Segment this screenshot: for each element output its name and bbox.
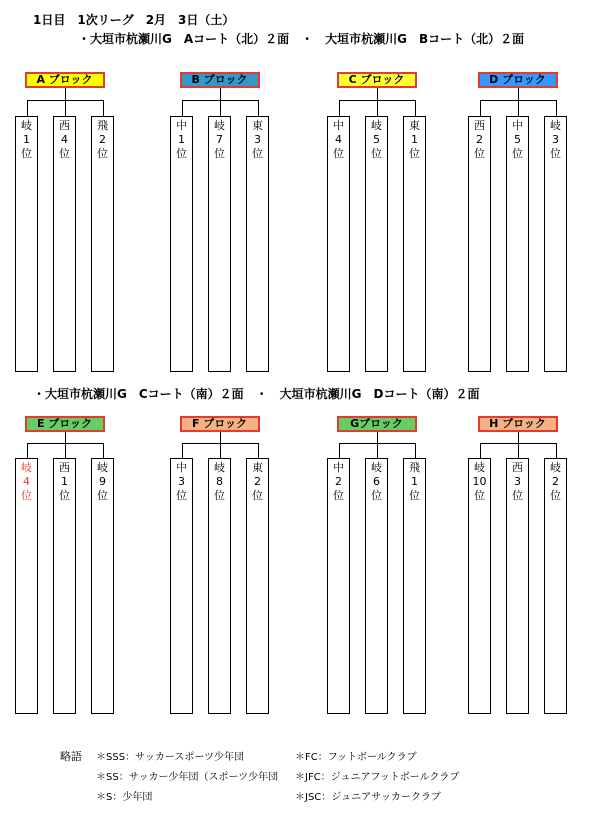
legend-heading: 略語 <box>60 750 82 763</box>
team-rank-char: 位 <box>176 489 187 502</box>
team-rank-char: 位 <box>474 489 485 502</box>
team-rank-char: 位 <box>214 489 225 502</box>
team-rank-char: 2 <box>476 133 483 146</box>
block-label-d: D ブロック <box>478 72 558 88</box>
venue-heading-top: ・大垣市杭瀬川G Aコート（北）２面 ・ 大垣市杭瀬川G Bコート（北）２面 <box>78 32 525 46</box>
bracket-drop <box>518 443 519 458</box>
team-rank-char: 東 <box>252 119 263 132</box>
team-rank-char: 位 <box>512 489 523 502</box>
team-rank-char: 位 <box>252 489 263 502</box>
team-rank-char: 西 <box>512 461 523 474</box>
team-slot <box>170 116 193 372</box>
bracket-drop <box>556 443 557 458</box>
team-slot <box>53 116 76 372</box>
team-rank-char: 位 <box>474 147 485 160</box>
team-slot <box>365 458 388 714</box>
team-rank-char: 位 <box>371 489 382 502</box>
team-slot <box>544 458 567 714</box>
team-rank-char: 7 <box>216 133 223 146</box>
page-title: 1日目 1次リーグ 2月 3日（土） <box>33 13 235 27</box>
team-rank-char: 1 <box>178 133 185 146</box>
team-rank-char: 中 <box>333 461 344 474</box>
team-rank-char: 飛 <box>97 119 108 132</box>
team-slot <box>403 458 426 714</box>
team-rank-char: 岐 <box>21 461 32 474</box>
team-rank-char: 3 <box>514 475 521 488</box>
team-rank-char: 中 <box>512 119 523 132</box>
team-rank-char: 2 <box>254 475 261 488</box>
team-rank-char: 岐 <box>371 461 382 474</box>
team-slot <box>468 458 491 714</box>
team-rank-char: 位 <box>214 147 225 160</box>
bracket-drop <box>258 100 259 116</box>
team-slot <box>15 458 38 714</box>
bracket-drop <box>377 443 378 458</box>
team-rank-char: 1 <box>61 475 68 488</box>
bracket-drop <box>220 100 221 116</box>
block-label-h: H ブロック <box>478 416 558 432</box>
legend-fc: ＊FC：フットボールクラブ <box>295 752 417 763</box>
team-rank-char: 位 <box>252 147 263 160</box>
bracket-drop <box>182 443 183 458</box>
team-rank-char: 位 <box>333 489 344 502</box>
team-rank-char: 岐 <box>21 119 32 132</box>
team-slot <box>327 116 350 372</box>
team-rank-char: 位 <box>59 489 70 502</box>
bracket-drop <box>27 100 28 116</box>
team-rank-char: 岐 <box>97 461 108 474</box>
bracket-stem <box>65 432 66 443</box>
team-rank-char: 岐 <box>474 461 485 474</box>
team-rank-char: 4 <box>335 133 342 146</box>
bracket-drop <box>103 443 104 458</box>
team-rank-char: 3 <box>254 133 261 146</box>
team-rank-char: 岐 <box>550 119 561 132</box>
venue-heading-bottom: ・大垣市杭瀬川G Cコート（南）２面 ・ 大垣市杭瀬川G Dコート（南）２面 <box>33 387 480 401</box>
team-slot <box>208 458 231 714</box>
team-slot <box>208 116 231 372</box>
team-slot <box>53 458 76 714</box>
bracket-drop <box>339 443 340 458</box>
team-rank-char: 8 <box>216 475 223 488</box>
bracket-drop <box>103 100 104 116</box>
team-rank-char: 飛 <box>409 461 420 474</box>
block-label-f: F ブロック <box>180 416 260 432</box>
bracket-drop <box>220 443 221 458</box>
bracket-stem <box>65 88 66 100</box>
bracket-drop <box>480 443 481 458</box>
bracket-drop <box>415 100 416 116</box>
team-rank-char: 中 <box>333 119 344 132</box>
team-rank-char: 位 <box>21 147 32 160</box>
team-rank-char: 5 <box>373 133 380 146</box>
team-rank-char: 10 <box>472 475 487 488</box>
team-rank-char: 1 <box>411 133 418 146</box>
team-rank-char: 1 <box>23 133 30 146</box>
legend-jfc: ＊JFC：ジュニアフットボールクラブ <box>295 772 460 783</box>
team-rank-char: 西 <box>474 119 485 132</box>
team-rank-char: 3 <box>552 133 559 146</box>
team-rank-char: 位 <box>550 147 561 160</box>
bracket-stem <box>377 88 378 100</box>
team-slot <box>246 116 269 372</box>
team-rank-char: 位 <box>409 489 420 502</box>
team-rank-char: 岐 <box>214 461 225 474</box>
block-label-g: Gブロック <box>337 416 417 432</box>
team-rank-char: 4 <box>61 133 68 146</box>
team-rank-char: 中 <box>176 119 187 132</box>
bracket-drop <box>258 443 259 458</box>
block-label-e: E ブロック <box>25 416 105 432</box>
team-slot <box>403 116 426 372</box>
legend-sss: ＊SSS：サッカースポーツ少年団 <box>96 752 244 763</box>
team-rank-char: 西 <box>59 461 70 474</box>
legend-s: ＊S：少年団 <box>96 792 153 803</box>
team-rank-char: 東 <box>252 461 263 474</box>
team-rank-char: 2 <box>335 475 342 488</box>
bracket-drop <box>65 100 66 116</box>
team-rank-char: 岐 <box>214 119 225 132</box>
bracket-stem <box>220 88 221 100</box>
team-slot <box>506 116 529 372</box>
bracket-drop <box>182 100 183 116</box>
team-rank-char: 位 <box>333 147 344 160</box>
team-rank-char: 4 <box>23 475 30 488</box>
bracket-drop <box>415 443 416 458</box>
team-rank-char: 位 <box>97 147 108 160</box>
team-rank-char: 2 <box>552 475 559 488</box>
team-rank-char: 2 <box>99 133 106 146</box>
block-label-a: A ブロック <box>25 72 105 88</box>
team-rank-char: 西 <box>59 119 70 132</box>
team-slot <box>170 458 193 714</box>
bracket-drop <box>518 100 519 116</box>
bracket-stem <box>377 432 378 443</box>
team-rank-char: 位 <box>97 489 108 502</box>
bracket-drop <box>377 100 378 116</box>
team-rank-char: 位 <box>21 489 32 502</box>
bracket-drop <box>480 100 481 116</box>
bracket-stem <box>518 88 519 100</box>
team-rank-char: 位 <box>176 147 187 160</box>
team-slot <box>91 458 114 714</box>
bracket-drop <box>339 100 340 116</box>
team-rank-char: 東 <box>409 119 420 132</box>
team-rank-char: 位 <box>512 147 523 160</box>
bracket-stem <box>220 432 221 443</box>
team-slot <box>246 458 269 714</box>
team-slot <box>327 458 350 714</box>
team-rank-char: 位 <box>409 147 420 160</box>
team-slot <box>15 116 38 372</box>
team-rank-char: 岐 <box>550 461 561 474</box>
team-rank-char: 位 <box>59 147 70 160</box>
team-slot <box>468 116 491 372</box>
team-rank-char: 位 <box>550 489 561 502</box>
block-label-c: C ブロック <box>337 72 417 88</box>
team-rank-char: 9 <box>99 475 106 488</box>
team-rank-char: 位 <box>371 147 382 160</box>
bracket-drop <box>65 443 66 458</box>
team-rank-char: 3 <box>178 475 185 488</box>
bracket-drop <box>556 100 557 116</box>
legend-jsc: ＊JSC：ジュニアサッカークラブ <box>295 792 441 803</box>
team-slot <box>365 116 388 372</box>
team-rank-char: 中 <box>176 461 187 474</box>
team-slot <box>506 458 529 714</box>
team-slot <box>544 116 567 372</box>
team-slot <box>91 116 114 372</box>
team-rank-char: 5 <box>514 133 521 146</box>
bracket-stem <box>518 432 519 443</box>
team-rank-char: 岐 <box>371 119 382 132</box>
team-rank-char: 6 <box>373 475 380 488</box>
bracket-drop <box>27 443 28 458</box>
team-rank-char: 1 <box>411 475 418 488</box>
block-label-b: B ブロック <box>180 72 260 88</box>
legend-ss: ＊SS：サッカー少年団（スポーツ少年団 <box>96 772 279 783</box>
